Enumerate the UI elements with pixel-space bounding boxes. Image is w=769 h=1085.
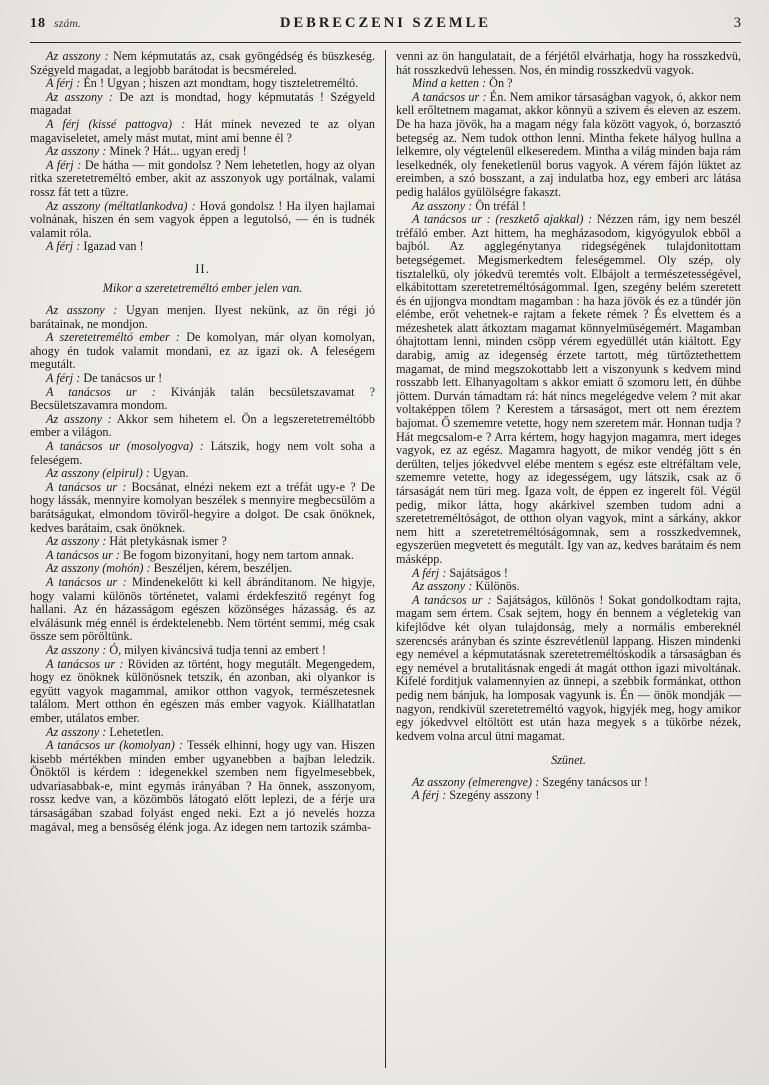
right-column	[396, 50, 741, 1068]
dialogue-paragraph: A férj : Én ! Ugyan ; hiszen azt mondtam, hogy tiszteletreméltó.	[46, 76, 359, 91]
dialogue-paragraph: A tanácsos ur : Mindenekelőtt ki kell ábránditanom. Ne higyje, hogy valami különös történetet, valami érdekfeszitő regényt fog hallani. Az én házasságom egészen közönséges házasság. és az elválásunk még ennél is érdektelenebb. Nem történt semmi, még csak össze sem pöröltünk.	[30, 574, 375, 644]
speaker-label: A tanácsos ur : (reszkető ajakkal) :	[412, 212, 593, 227]
speaker-label: Az asszony (méltatlankodva) :	[46, 198, 196, 213]
speaker-label: Az asszony :	[46, 724, 107, 739]
dialogue-paragraph: A tanácsos ur : Be fogom bizonyitani, hogy nem tartom annak.	[46, 547, 354, 562]
dialogue-paragraph: A tanácsos ur : Röviden az történt, hogy megutált. Megengedem, hogy ez önöknek különösnek tetszik, én azonban, aki olyankor is együtt vagyok magammal, amikor otthon vagyok, természetesnek találom. Mert otthon én egészen más ember vagyok. Kiállhatatlan ember, utálatos ember.	[30, 656, 375, 725]
speaker-label: Az asszony :	[46, 144, 107, 159]
dialogue-paragraph: Az asszony : Különös.	[412, 579, 520, 594]
dialogue-paragraph: A férj : De tanácsos ur !	[46, 371, 163, 386]
dialogue-paragraph: Az asszony : De azt is mondtad, hogy képmutatás ! Szégyeld magadat	[30, 89, 375, 118]
dialogue-paragraph: A tanácsos ur : Bocsánat, elnézi nekem ezt a tréfát ugy-e ? De hogy lássák, mennyire komolyan beszélek s mennyire megbecsülöm a barátságukat, elmondom töviről-hegyire a dolgot. De csak önöknek, kedves barátaim, csak önöknek.	[30, 479, 375, 535]
speaker-label: Az asszony :	[46, 50, 109, 63]
speaker-label: A tanácsos ur (mosolyogva) :	[46, 439, 204, 454]
stage-direction: Szünet.	[551, 753, 586, 768]
dialogue-paragraph: Az asszony (elpirul) : Ugyan.	[46, 466, 189, 481]
speaker-label: A tanácsos ur :	[46, 384, 156, 399]
page-header	[30, 14, 741, 38]
speaker-label: Az asszony :	[46, 411, 112, 426]
dialogue-paragraph: Az asszony : Ó, milyen kiváncsivá tudja tenni az embert !	[46, 642, 326, 657]
issue-label: szám.	[54, 16, 82, 30]
dialogue-paragraph: Az asszony : Lehetetlen.	[46, 724, 164, 739]
speaker-label: Az asszony (mohón) :	[46, 561, 151, 576]
speaker-label: A tanácsos ur :	[46, 479, 127, 494]
dialogue-paragraph: Az asszony : Akkor sem hihetem el. Ön a legszeretetreméltóbb ember a világon.	[30, 411, 375, 440]
dialogue-paragraph: Az asszony : Ugyan menjen. Ilyest nekünk, az ön régi jó barátainak, ne mondjon.	[30, 303, 375, 331]
dialogue-paragraph: A tanácsos ur : (reszkető ajakkal) : Nézzen rám, igy nem beszél tréfáló ember. Azt hittem, ha megházasodom, kigyógyulok ebből a bajból. Az agglegénytanya ridegségének tulajdonitottam betegségemet. Megismerkedtem feleségemmel. Oly szép, oly tisztalelkü, oly jókedvü teremtés volt. Elbájolt a természetességével, elkábitottam szeretetreméltóságommal. Igen, szegény belém szeretett és én ujjongva mondtam magamban : ha haza jövök és ez a tündér jön elémbe, erőt vehetnek-e rajtam a fekete rémek ? És elvettem és a mézeshetek alatt átkoztam magamat könnyelmüségemért. Magamban óhajtottam lenni, minden csöpp vérem egyedüllét után kiáltott. Egy darabig, amig az idegenség érzete tartott, még türtőztethettem magamat, de mind megszokottabb lett a viszonyunk s kedvem mind rosszabb lett. Elhanyagoltam s akkor emiatt ő szomoru lett, én dühbe jöttem. Durván támadtam rá: hát nincs megelégedve velem ? mit akar voltaképpen tőlem ? Kerestem a társaságot, mert ott nem éreztem bajomat. Ő szememre vetette, hogy nem szeretem már. Honnan tudja ? Hát megcsalom-e ? Arra kértem, hogy hagyjon magamra, mert ideges vagyok, ez az egész. Magamra hagyott, de mikor vendég jött s én derülten, teljes jókedvvel elébe mentem s egész este eltréfáltam vele, szememre vetette, hogy az idegességem, ugy látszik, csak az ő társaságát nem türi meg. Igaza volt, de éppen ez ingerelt föl. Végül pedig, mikor látta, hogy akárkivel szemben tudom adni a szeretetreméltóságot, de otthon olyan vagyok, mint a sárkány, akkor nem hitt a szeretetreméltóságomnak, sem a rosszkedvemnek, egyszerüen megvetett és megutált. Igy van az, kedves barátaim és nem másképp.	[396, 212, 741, 566]
speaker-label: Az asszony :	[46, 89, 113, 104]
speaker-label: Az asszony :	[46, 534, 107, 549]
speaker-label: A tanácsos ur (komolyan) :	[46, 738, 184, 753]
speaker-label: A férj :	[412, 565, 447, 580]
left-column	[30, 50, 375, 1068]
act-heading: II.	[195, 261, 210, 276]
dialogue-paragraph: Az asszony (elmerengve) : Szegény tanácsos ur !	[412, 774, 649, 789]
dialogue-paragraph: Az asszony (méltatlankodva) : Hová gondolsz ! Ha ilyen hajlamai volnának, hiszen én sem vagyok éppen a legutolsó, — én is tudnék valamit róla.	[30, 198, 375, 240]
dialogue-paragraph: Az asszony : Minek ? Hát... ugyan eredj !	[46, 144, 247, 159]
speaker-label: A tanácsos ur :	[46, 574, 127, 589]
dialogue-paragraph: Az asszony : Nem képmutatás az, csak gyöngédség és büszkeség. Szégyeld magadat, a legjobb barátodat is becsméreled.	[30, 50, 375, 77]
issue-info	[30, 14, 81, 32]
header-rule	[30, 42, 741, 43]
dialogue-paragraph: Mind a ketten : Ön ?	[412, 76, 513, 91]
speaker-label: Az asszony :	[46, 303, 118, 318]
dialogue-paragraph: A férj : Igazad van !	[46, 239, 144, 254]
speaker-label: Az asszony :	[46, 642, 107, 657]
journal-title: DEBRECZENI SZEMLE	[280, 15, 491, 31]
dialogue-paragraph: A tanácsos ur : Kivánják talán becsületszavamat ? Becsületszavamra mondom.	[30, 384, 375, 413]
dialogue-paragraph: A tanácsos ur : Sajátságos, különös ! Sokat gondolkodtam rajta, magam sem értem. Csak sejtem, hogy én bennem a végletekig van kifejlődve két olyan tulajdonság, mely a normális embereknél szerencsés arányban és szinte észrevétlenül lappang. Hiszen mindenki egy nemével a képmutatásnak szeretetreméltóskodik a társaságban és egy nemével a brutalitásnak engedi át magát otthon igazi mivoltának. Kifelé forditjuk valamennyien az ünnepi, a szebbik formánkat, otthon pedig nem bánjuk, ha lomposak vagyunk is. Én — önök mondják — nagyon, rendkivül szeretetreméltó vagyok, higyjék meg, hogy amikor egy jókedvvel eltöltött est után haza megyek s a tükörbe nézek, kedvem volna arcul ütni magamat.	[396, 592, 741, 743]
dialogue-paragraph: A tanácsos ur (komolyan) : Tessék elhinni, hogy ugy van. Hiszen kisebb mértékben minden ember ugyanebben a bajban leledzik. Önöktől is kérdem : idegenekkel szemben nem figyelmesebbek, udvariasabbak-e, mint egymás irányában ? Ha önnek, asszonyom, rossz kedve van, a közömbös látogató előtt leplezi, de a férje ura társaságában szabad folyást enged neki. Ezt a jó nevelés hozza magával, meg a bensőség élénk joga. Az idegen nem tartozik számba-	[30, 738, 375, 834]
speaker-label: Mind a ketten :	[412, 76, 487, 91]
speaker-label: A tanácsos ur :	[412, 592, 492, 607]
dialogue-paragraph: A tanácsos ur : Én. Nem amikor társaságban vagyok, ó, akkor nem kell erőltetnem magamat, akkor könnyü a szivem és eleven az eszem. De ha haza jövök, ha a magam négy fala között vagyok, ó, borzasztó betegség az. Nem tudok otthon lenni. Mintha fekete hályog hullna a lelkemre, oly végtelenül elkeseredem. Mintha a világ minden baja rám leselkednék, oly feneketlenül borus vagyok. A vérem fájón lüktet az ereimben, a szó bosszant, a zaj indulatba hoz, egy emberi arc látása pedig halálos gyülölségre fakaszt.	[396, 89, 741, 199]
speaker-label: A férj :	[46, 76, 81, 91]
speaker-label: Az asszony :	[412, 579, 473, 594]
speaker-label: A tanácsos ur :	[46, 547, 120, 562]
speaker-label: Az asszony :	[412, 198, 473, 213]
speaker-label: A férj :	[46, 371, 81, 386]
dialogue-paragraph: Az asszony (mohón) : Beszéljen, kérem, beszéljen.	[46, 561, 293, 576]
speaker-label: A szeretetreméltó ember :	[46, 330, 180, 345]
speaker-label: A férj :	[46, 157, 82, 172]
speaker-label: A férj :	[412, 788, 447, 803]
column-divider-rule	[385, 50, 386, 1068]
speaker-label: Az asszony (elpirul) :	[46, 466, 150, 481]
dialogue-paragraph: A férj : Szegény asszony !	[412, 788, 540, 803]
dialogue-paragraph: A férj : Sajátságos !	[412, 565, 508, 580]
continuation-paragraph: venni az ön hangulatait, de a férjétől elvárhatja, hogy ha rosszkedvü, hát rosszkedvü lehessen. Nos, én mindig rosszkedvü vagyok.	[396, 50, 741, 77]
issue-number: 18	[30, 16, 46, 31]
dialogue-paragraph: A szeretetreméltó ember : De komolyan, már olyan komolyan, ahogy én tudok valamit mondani, ez az igazi ok. A feleségem megutált.	[30, 330, 375, 372]
speaker-label: A férj (kissé pattogva) :	[46, 116, 186, 131]
dialogue-paragraph: Az asszony : Hát pletykásnak ismer ?	[46, 534, 227, 549]
speaker-label: A tanácsos ur :	[46, 656, 124, 671]
dialogue-paragraph: A férj : De hátha — mit gondolsz ? Nem lehetetlen, hogy az olyan ritka szeretetreméltó ember, akit az asszonyok ugy portálnak, valami rossz fát tett a tüzre.	[30, 157, 375, 199]
text-columns	[30, 50, 741, 1068]
dialogue-paragraph: Az asszony : Ön tréfál !	[412, 198, 527, 213]
page-number: 3	[733, 15, 741, 31]
dialogue-paragraph: A tanácsos ur (mosolyogva) : Látszik, hogy nem volt soha a feleségem.	[30, 439, 375, 467]
speaker-label: A tanácsos ur :	[412, 89, 487, 104]
scene-title: Mikor a szeretetreméltó ember jelen van.	[102, 280, 303, 295]
speaker-label: Az asszony (elmerengve) :	[412, 774, 540, 789]
speaker-label: A férj :	[46, 239, 81, 254]
dialogue-paragraph: A férj (kissé pattogva) : Hát minek nevezed te az olyan magaviseletet, amely mást mutat, mint ami benne él ?	[30, 116, 375, 145]
